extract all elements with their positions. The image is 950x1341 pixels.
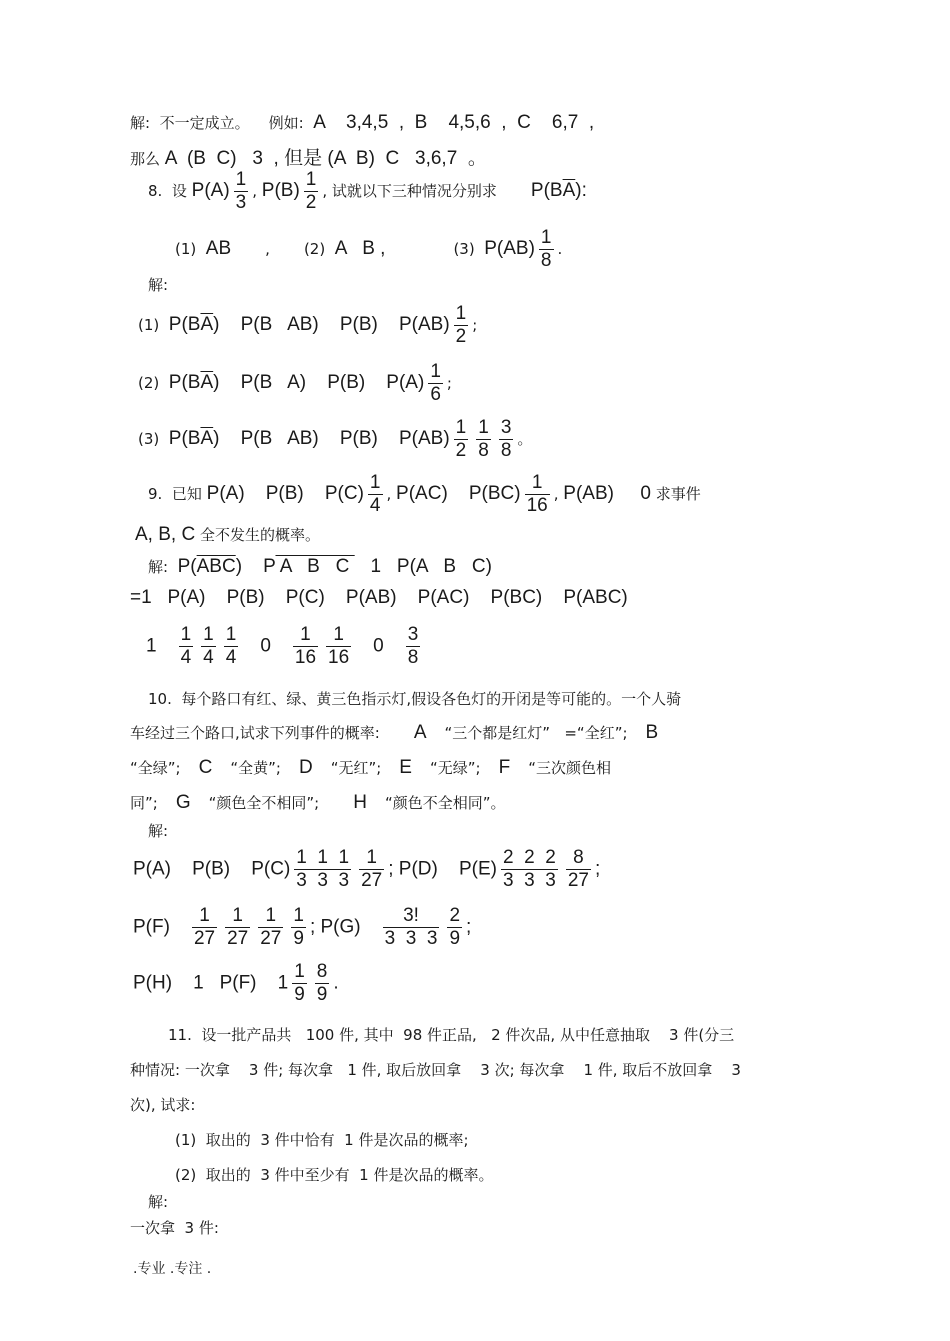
problem-9: 9. 已知 P(A) P(B) P(C) $\frac{1}{4}$ , P(AC) P(BC) $\frac{1}{16}$ , P(AB) 0 求事件 [148, 472, 701, 516]
text-line: 解: 不一定成立。 例如: A 3,4,5 , B 4,5,6 , C 6,7 , [130, 112, 595, 133]
solution-8-2: (2) $P(B\overline{A})$ P(B A) P(B) P(A) $\frac{1}{6}$ ; [138, 361, 452, 405]
solution-label: 解: [148, 1193, 169, 1211]
problem-9-cont: A, B, C 全不发生的概率。 [135, 524, 320, 545]
solution-8-3: (3) $P(B\overline{A})$ P(B AB) P(B) P(AB) $\frac{1}{2}$ $\frac{1}{8}$ $\frac{3}{8}$ 。 [138, 417, 533, 461]
problem-10-line2: 车经过三个路口,试求下列事件的概率: A “三个都是红灯” =“全红”; B [130, 722, 659, 743]
solution-10-line1: P(A) P(B) P(C) $\frac{1 1 1}{3 3 3}$ $\frac{1}{27}$ ; P(D) P(E) $\frac{2 2 2}{3 3 3}$ $\frac{8}{27}$ ; [133, 847, 601, 891]
problem-10-line4: 同”; G “颜色全不相同”; H “颜色不全相同”。 [130, 792, 506, 813]
problem-11-q1: (1) 取出的 3 件中恰有 1 件是次品的概率; [175, 1131, 469, 1149]
solution-10-line3: P(H) 1 P(F) 1 $\frac{1}{9}$ $\frac{8}{9}$ . [133, 961, 339, 1005]
solution-label: 解: [148, 822, 169, 840]
problem-10-line1: 10. 每个路口有红、绿、黄三色指示灯,假设各色灯的开闭是等可能的。一个人骑 [148, 690, 682, 708]
text-line: 那么 A (B C) 3 , 但是 (A B) C 3,6,7 。 [130, 148, 487, 169]
solution-9-line3: 1 $\frac{1}{4}$ $\frac{1}{4}$ $\frac{1}{4}$ 0 $\frac{1}{16}$ $\frac{1}{16}$ 0 $\frac{3}{8}$ [146, 624, 419, 668]
page-footer: .专业 .专注 . [133, 1261, 212, 1277]
problem-11-q2: (2) 取出的 3 件中至少有 1 件是次品的概率。 [175, 1166, 494, 1184]
solution-8-1: (1) $P(B\overline{A})$ P(B AB) P(B) P(AB) $\frac{1}{2}$ ; [138, 303, 478, 347]
solution-label: 解: [148, 276, 169, 294]
problem-11-line1: 11. 设一批产品共 100 件, 其中 98 件正品, 2 件次品, 从中任意抽取 3 件(分三 [168, 1026, 735, 1044]
problem-10-line3: “全绿”; C “全黄”; D “无红”; E “无绿”; F “三次颜色相 [130, 757, 611, 778]
problem-11-line2: 种情况: 一次拿 3 件; 每次拿 1 件, 取后放回拿 3 次; 每次拿 1 件, 取后不放回拿 3 [130, 1061, 741, 1079]
problem-8: 8. 设 P(A) $\frac{1}{3}$ , P(B) $\frac{1}{2}$ , 试就以下三种情况分别求 $P(B\overline{A})$: [148, 169, 587, 213]
problem-8-cases: (1) AB , (2) A B , (3) P(AB) $\frac{1}{8}$ . [175, 227, 563, 271]
solution-9-line1: 解: $P(\overline{ABC})$ P A B C 1 P(A B C) [148, 556, 492, 577]
solution-10-line2: P(F) $\frac{1}{27}$ $\frac{1}{27}$ $\frac{1}{27}$ $\frac{1}{9}$ ; P(G) $\frac{3!}{3 3 3}$ $\frac{2}{9}$ ; [133, 905, 472, 949]
solution-9-line2: =1 P(A) P(B) P(C) P(AB) P(AC) P(BC) P(ABC) [130, 587, 628, 608]
problem-11-line3: 次), 试求: [130, 1096, 196, 1114]
solution-11-line1: 一次拿 3 件: [130, 1219, 219, 1237]
